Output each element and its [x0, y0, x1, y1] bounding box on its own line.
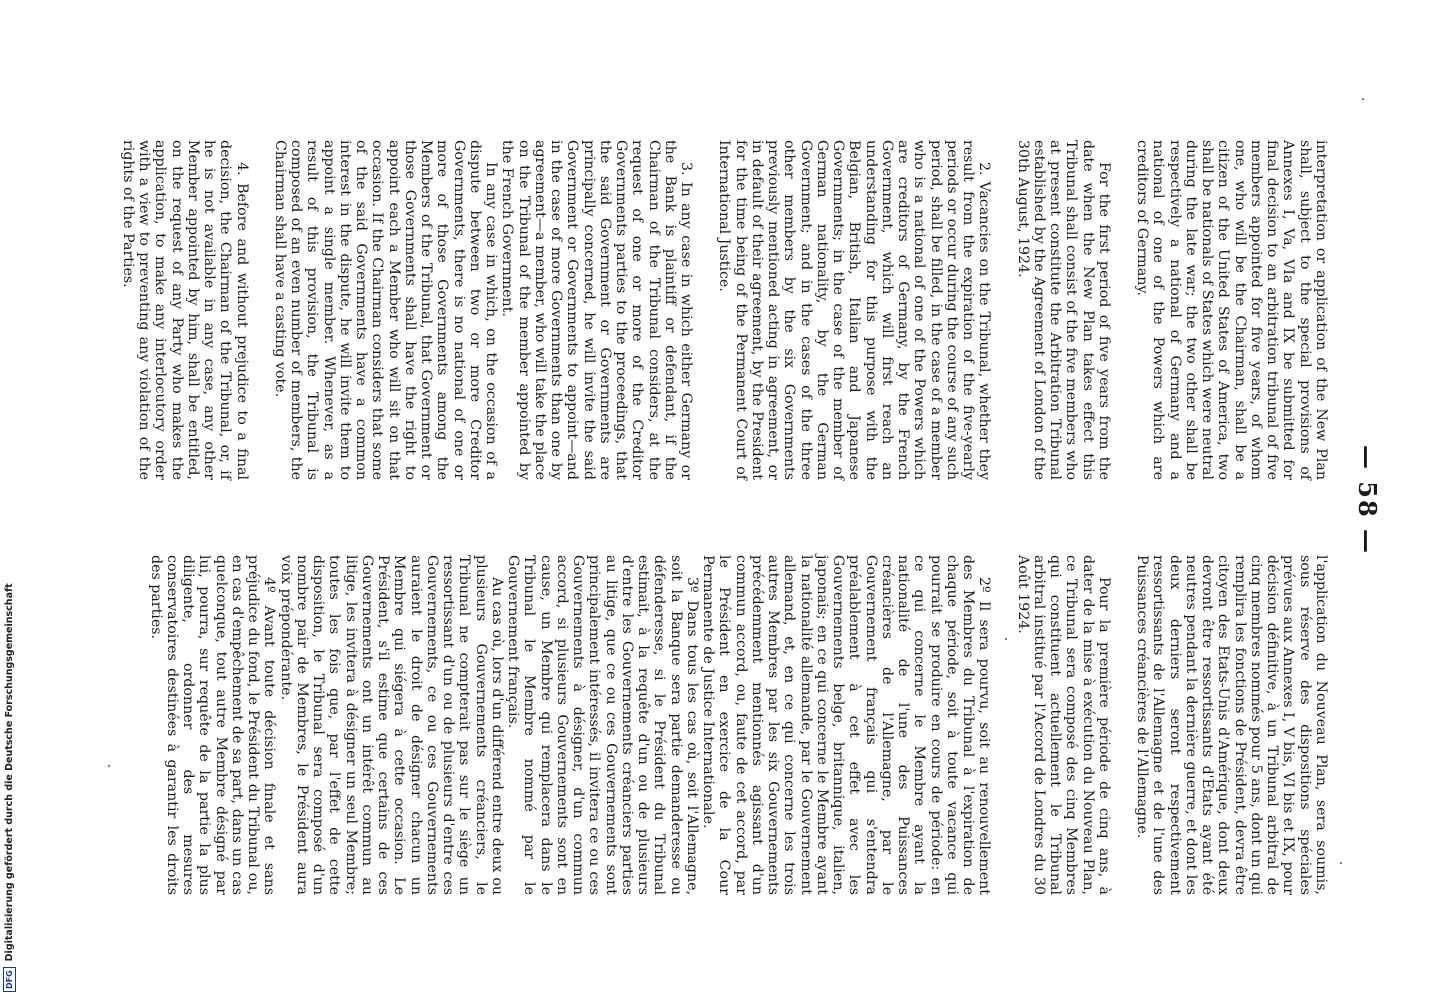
digitization-footer — [0, 0, 20, 1000]
en-paragraph-4: 3. In any case in which either Germany or the Bank is plaintiff or defendant, if the Chairman of the Tribunal considers, at the request of one or more of the Creditor Governments parties to the proceedings, that the said Government or Governments are principally concerned, he will invite the said Government or Governments to appoint—and in the case of more Governments than one by agreement—a member, who will take the place on the Tribunal of the member appointed by the French Government. — [499, 140, 695, 480]
french-column — [148, 555, 1330, 895]
en-paragraph-6: 4. Before and without prejudice to a final decision, the Chairman of the Tribunal, or, if he is not available in any case, any other Member appointed by him, shall be entitled, on the request of any Party who makes the application, to make any interlocutory order with a view to preventing any violation of the rights of the Parties. — [120, 140, 250, 480]
fr-paragraph-3: 2º Il sera pourvu, soit au renouvellement des Membres du Tribunal à l'expiration de chaque période, soit à toute vacance qui pourrait se produire en cours de période: en ce qui concerne le Membre ayant la nationalité de l'une des Puissances créancières de l'Allemagne, par le Gouvernement français qui s'entendra préalablement à cet effet avec les Gouvernements belge, britannique, italien, japonais; en ce qui concerne le Membre ayant la nationalité allemande, par le Gouvernement allemand, et, en ce qui concerne les trois autres Membres par les six Gouvernements précédemment mentionnés agissant d'un commun accord, ou, faute de cet accord, par le Président en exercice de la Cour Permanente de Justice Internationale. — [700, 555, 993, 895]
scan-speck — [1005, 638, 1007, 640]
fr-paragraph-1: l'application du Nouveau Plan, sera soumis, sous réserve des dispositions spéciales prévues aux Annexes I, V bis, VI bis et IX, pour décision définitive, à un Tribunal arbitral de cinq membres nommés pour 5 ans, dont un qui remplira les fonctions de Président, devra être citoyen des Etats-Unis d'Amérique, dont deux devront être ressortissants d'Etats ayant été neutres pendant la dernière guerre, et dont les deux derniers seront respectivement ressortissants de l'Allemagne et de l'une des Puissances créancières de l'Allemagne. — [1134, 555, 1329, 895]
scan-speck — [108, 765, 110, 767]
fr-paragraph-6: 4º Avant toute décision finale et sans préjudice du fond, le Président du Tribunal ou, en cas d'empêchement de sa part, dans un cas quelconque, tout autre Membre désigné par lui, pourra, sur requête de la partie la plus diligente, ordonner des mesures conservatoires destinées à garantir les droits des parties. — [147, 555, 278, 895]
fr-paragraph-5: Au cas où, lors d'un différend entre deux ou plusieurs Gouvernements créanciers, le Tribunal ne compterait pas sur le siège un ressortissant d'un ou de plusieurs d'entre ces Gouvernements, ce ou ces Gouvernements auraient le droit de désigner chacun un Membre qui siégera à cette occasion. Le Président, s'il estime que certains de ces Gouvernements ont un intérêt commun au litige, les invitera à désigner un seul Membre; toutes les fois que, par l'effet de cette disposition, le Tribunal sera composé d'un nombre pair de Membres, le Président aura voix prépondérante. — [277, 555, 505, 895]
page-number: — 58 — — [1353, 444, 1382, 556]
en-paragraph-5: In any case in which, on the occasion of a dispute between two or more Creditor Governments, there is no national of one or more of those Governments among the Members of the Tribunal, that Government or those Governments shall have the right to appoint each a Member who will sit on that occasion. If the Chairman considers that some of the said Governments have a common interest in the dispute, he will invite them to appoint a single member. Whenever, as a result of this provision, the Tribunal is composed of an even number of members, the Chairman shall have a casting vote. — [272, 140, 500, 480]
en-paragraph-3: 2. Vacancies on the Tribunal, whether they result from the expiration of the five-yearly periods or occur during the course of any such period, shall be filled, in the case of a member who is a national of one of the Powers which are creditors of Germany, by the French Government, which will first reach an understanding for this purpose with the Belgian, British, Italian and Japanese Governments; in the case of the member of German nationality, by the German Government; and in the cases of the three other members by the six Governments previously mentioned acting in agreement, or in default of their agreement, by the President for the time being of the Permanent Court of International Justice. — [716, 140, 993, 480]
scan-speck — [1362, 98, 1364, 100]
en-paragraph-1: interpretation or application of the New Plan shall, subject to the special provisions of Annexes I, Va, VIa and IX be submitted for final decision to an arbitration tribunal of five members appointed for five years, of whom one, who will be the Chairman, shall be a citizen of the United States of America, two shall be nationals of States which were neutral during the late war; the two other shall be respectively a national of Germany and a national of one of the Powers which are creditors of Germany. — [1134, 140, 1329, 480]
dfg-logo: DFG — [3, 967, 16, 992]
en-paragraph-2: For the first period of five years from the date when the New Plan takes effect this Tribunal shall consist of the five members who at present constitute the Arbitration Tribunal established by the Agreement of London of the 30th August, 1924. — [1014, 140, 1112, 480]
fr-paragraph-4: 3º Dans tous les cas où, soit l'Allemagne, soit la Banque sera partie demanderesse ou défenderesse, si le Président du Tribunal estimait, à la requête d'un ou de plusieurs d'entre les Gouvernements créanciers parties au litige, que ce ou ces Gouvernements sont principalement intéressés, il invitera ce ou ces Gouvernements à désigner, d'un commun accord, si plusieurs Gouvernements sont en cause, un Membre qui remplacera dans le Tribunal le Membre nommé par le Gouvernement français. — [505, 555, 700, 895]
english-column — [120, 140, 1329, 480]
scan-speck — [1340, 862, 1342, 864]
footer-text: Digitalisierung gefördert durch die Deutsche Forschungsgemeinschaft — [4, 583, 15, 962]
fr-paragraph-2: Pour la première période de cinq ans, à dater de la mise à exécution du Nouveau Plan, ce Tribunal sera composé des cinq Membres qui constituent actuellement le Tribunal arbitral institué par l'Accord de Londres du 30 Août 1924. — [1014, 555, 1112, 895]
